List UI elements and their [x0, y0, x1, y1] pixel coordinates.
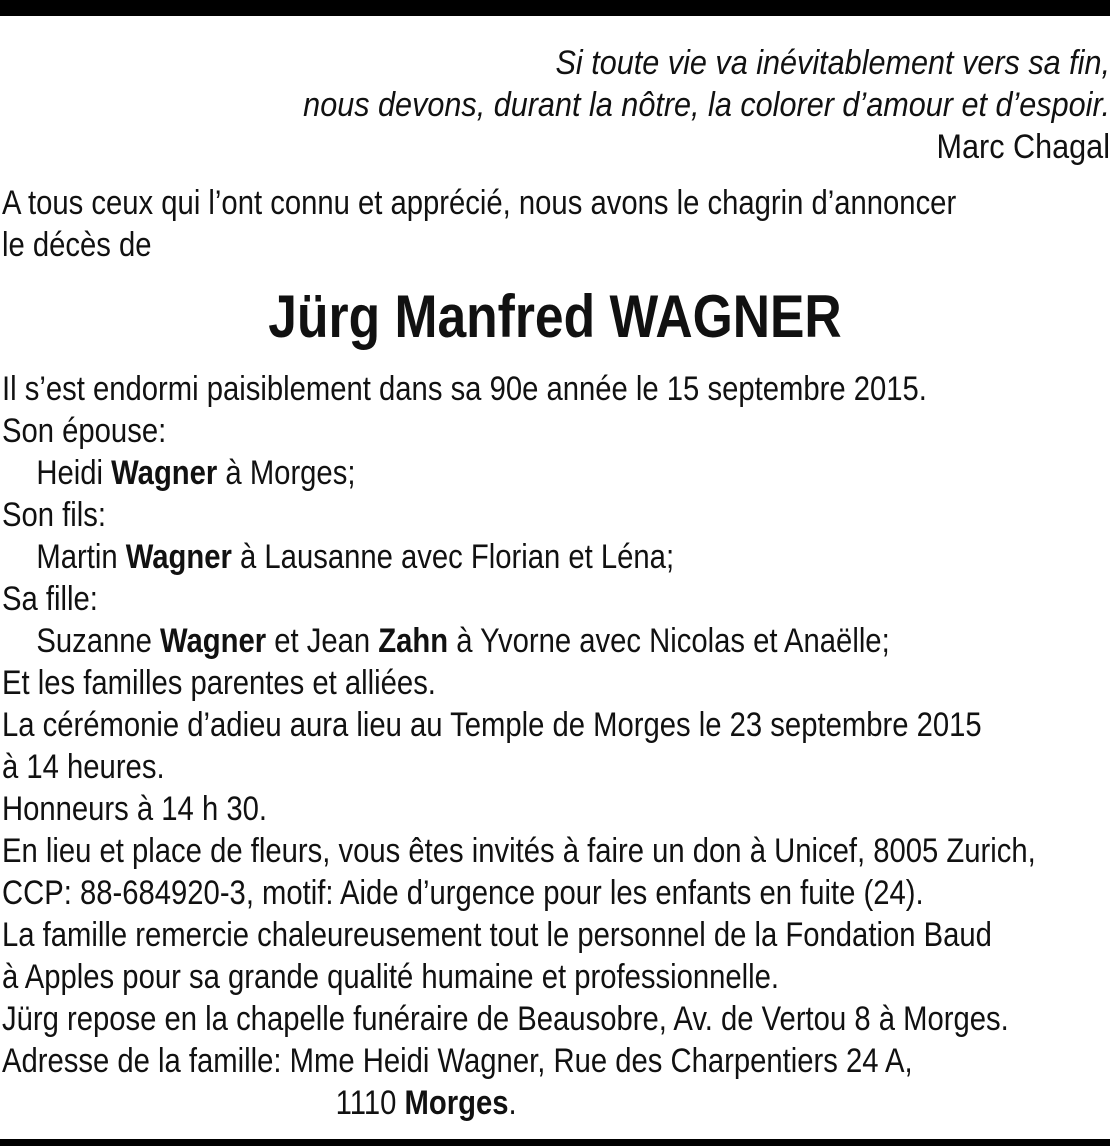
daughter-first-name: Suzanne — [36, 622, 160, 660]
partner-last-name: Zahn — [378, 622, 449, 660]
spouse-last-name: Wagner — [111, 454, 218, 492]
daughter-conjunction: et Jean — [266, 622, 379, 660]
ceremony-line-1: La cérémonie d’adieu aura lieu au Temple de Morges le 23 septembre 2015 — [2, 706, 982, 744]
spouse-first-name: Heidi — [36, 454, 112, 492]
intro-line-1: A tous ceux qui l’ont connu et apprécié, nous avons le chagrin d’annoncer — [2, 184, 957, 222]
daughter-label: Sa fille: — [2, 580, 98, 618]
epigraph — [111, 42, 1110, 168]
announcement-body — [2, 368, 1036, 1124]
son-label: Son fils: — [2, 496, 107, 534]
thanks-line-1: La famille remercie chaleureusement tout le personnel de la Fondation Baud — [2, 916, 992, 954]
address-line-1: Adresse de la famille: Mme Heidi Wagner, Rue des Charpentiers 24 A, — [2, 1042, 913, 1080]
other-families: Et les familles parentes et alliées. — [2, 664, 436, 702]
honours-line: Honneurs à 14 h 30. — [2, 790, 267, 828]
donation-line-1: En lieu et place de fleurs, vous êtes invités à faire un don à Unicef, 8005 Zurich, — [2, 832, 1036, 870]
bottom-rule — [0, 1139, 1110, 1146]
deceased-name: Jürg Manfred WAGNER — [268, 283, 842, 350]
address-postcode: 1110 — [335, 1084, 405, 1122]
address-city: Morges — [404, 1084, 509, 1122]
top-rule — [0, 0, 1110, 16]
spouse-label: Son épouse: — [2, 412, 167, 450]
donation-line-2: CCP: 88-684920-3, motif: Aide d’urgence pour les enfants en fuite (24). — [2, 874, 924, 912]
son-line — [2, 536, 1036, 578]
daughter-line — [2, 620, 1036, 662]
daughter-last-name: Wagner — [159, 622, 267, 660]
epigraph-author: Marc Chagal — [936, 128, 1110, 166]
son-first-name: Martin — [36, 538, 126, 576]
address-line-2 — [2, 1082, 1036, 1124]
epigraph-line-1: Si toute vie va inévitablement vers sa fin, — [555, 44, 1110, 82]
son-last-name: Wagner — [125, 538, 232, 576]
epigraph-line-2: nous devons, durant la nôtre, la colorer d’amour et d’espoir. — [303, 86, 1110, 124]
thanks-line-2: à Apples pour sa grande qualité humaine et professionnelle. — [2, 958, 780, 996]
spouse-line — [2, 452, 1036, 494]
daughter-location: à Yvorne avec Nicolas et Anaëlle; — [448, 622, 890, 660]
passing-line: Il s’est endormi paisiblement dans sa 90e année le 15 septembre 2015. — [2, 370, 927, 408]
intro-paragraph — [2, 182, 956, 266]
spouse-location: à Morges; — [217, 454, 356, 492]
rest-place-line: Jürg repose en la chapelle funéraire de Beausobre, Av. de Vertou 8 à Morges. — [2, 1000, 1009, 1038]
ceremony-line-2: à 14 heures. — [2, 748, 165, 786]
son-location: à Lausanne avec Florian et Léna; — [231, 538, 675, 576]
intro-line-2: le décès de — [2, 226, 152, 264]
address-end: . — [508, 1084, 517, 1122]
